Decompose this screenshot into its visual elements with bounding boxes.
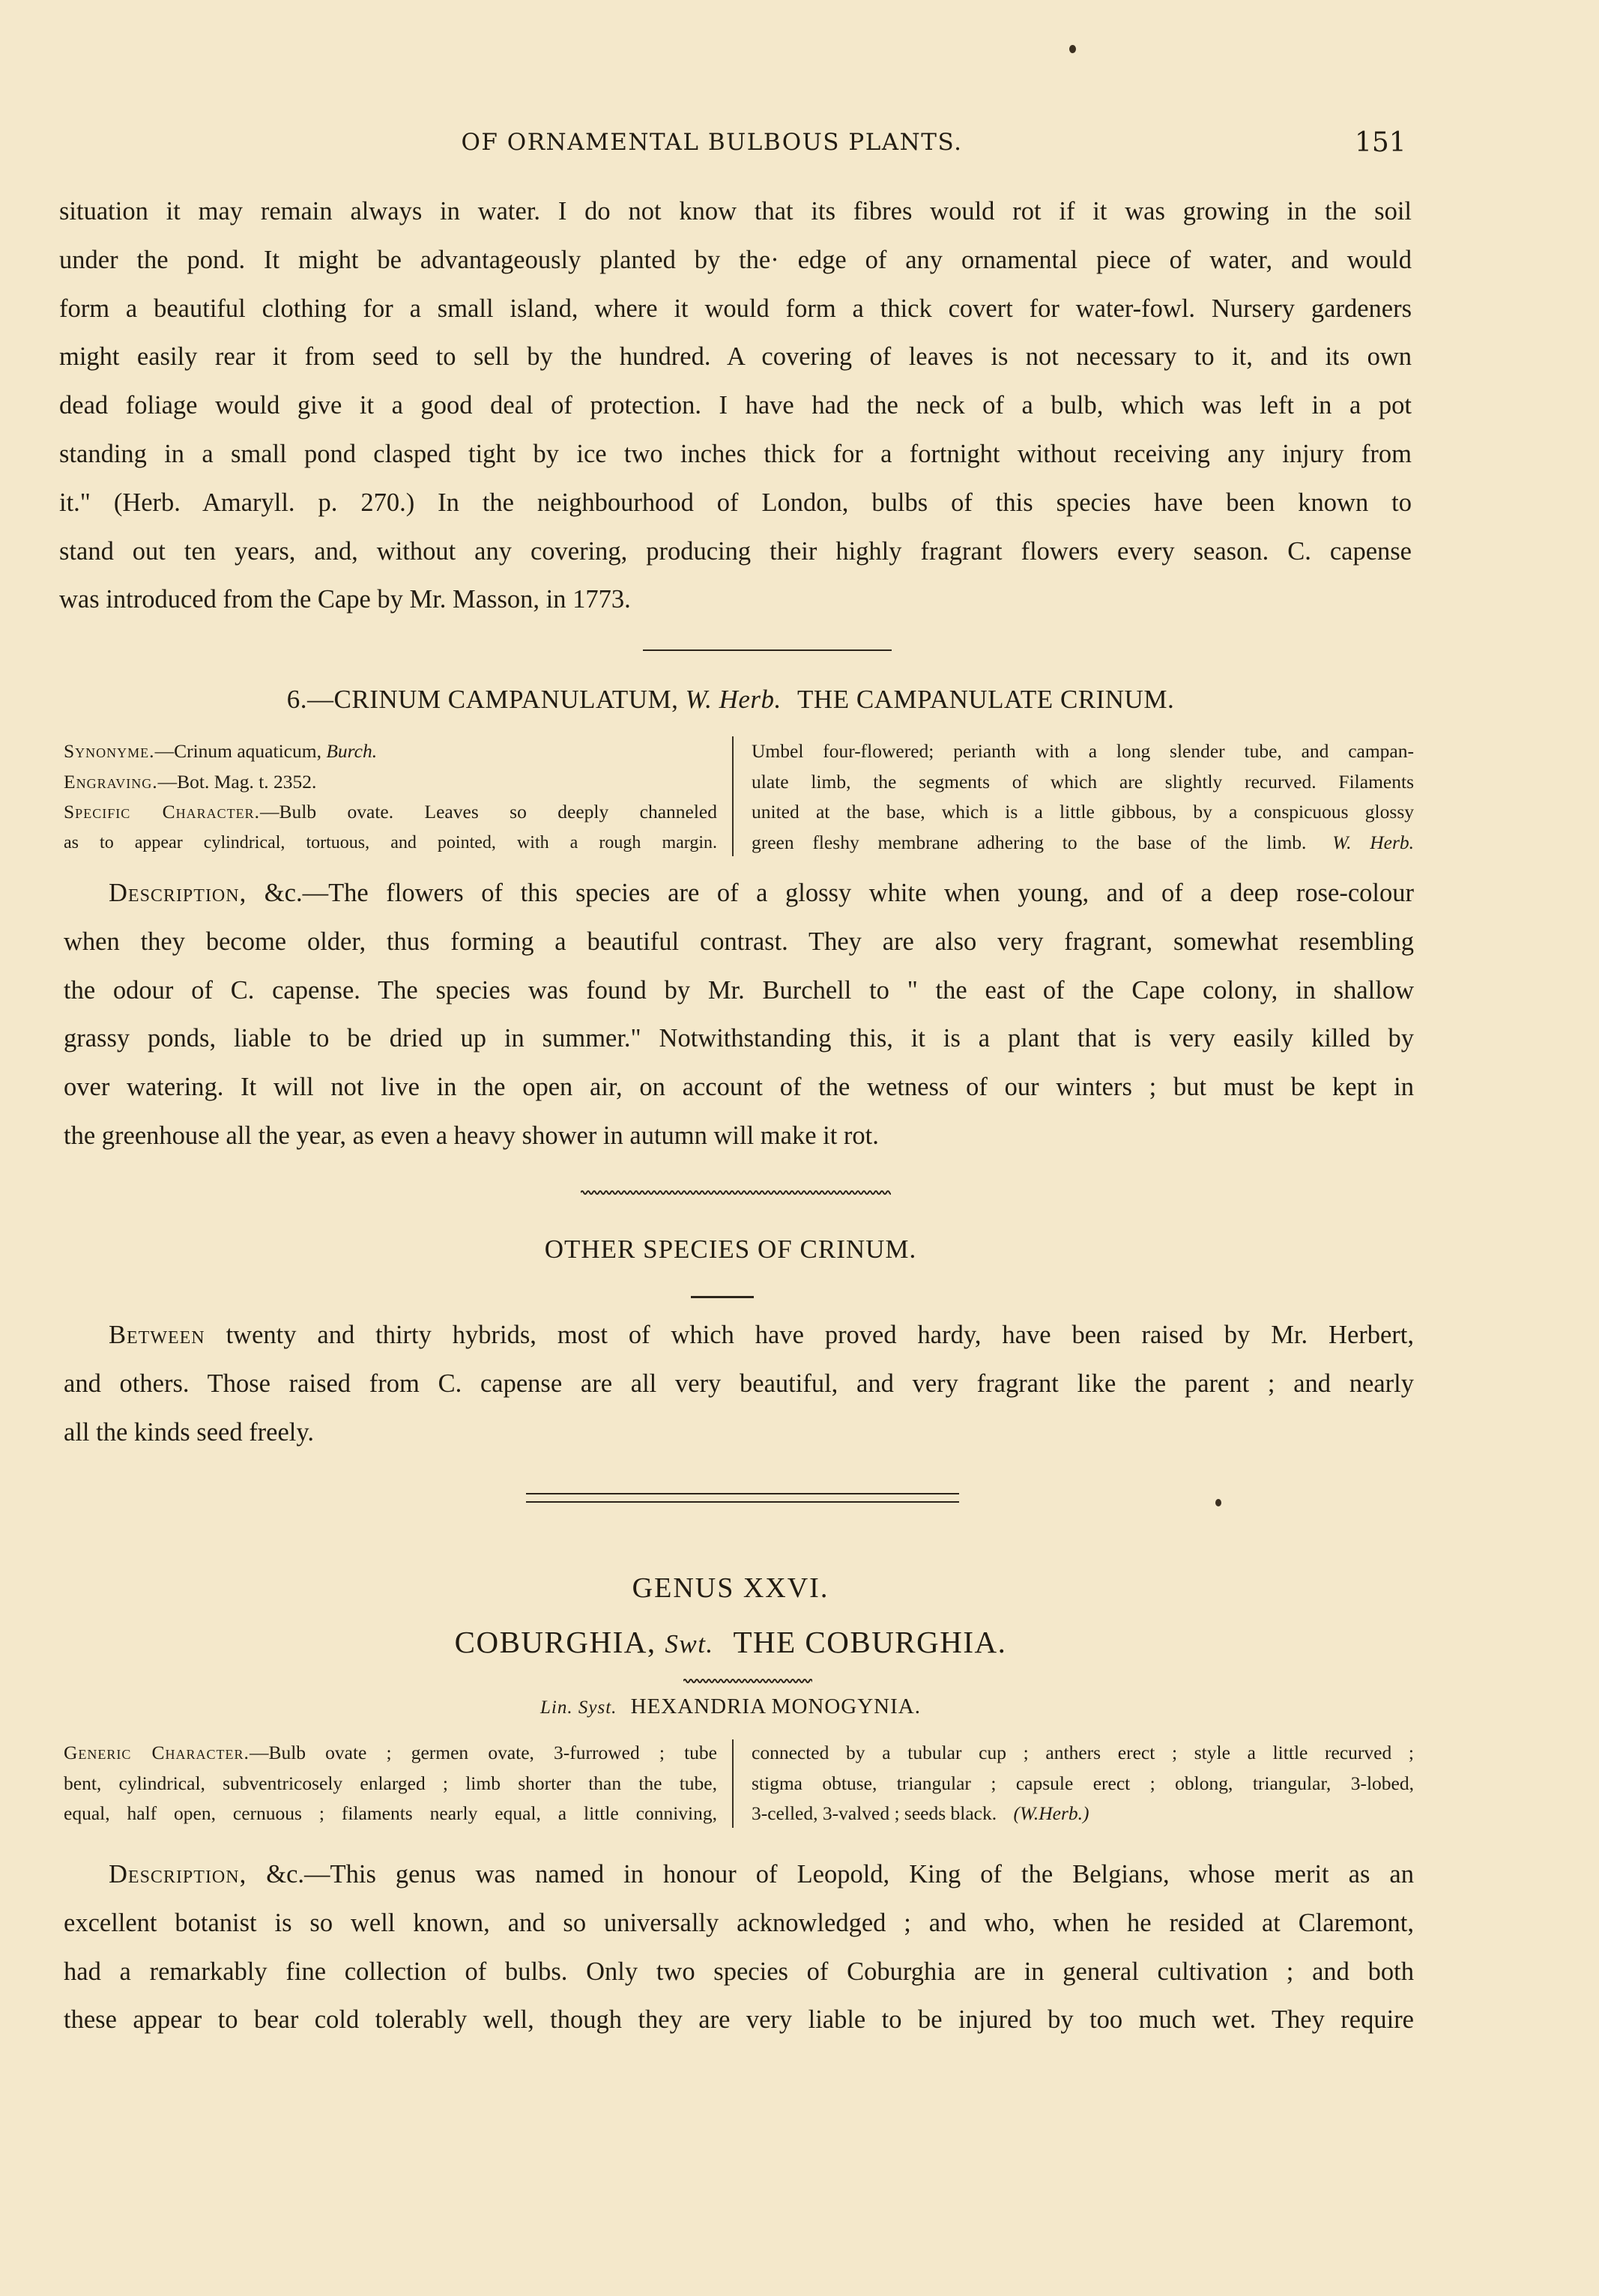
- text-span: twenty and thirty hybrids, most of which have proved hardy, have been raised by Mr. Herbert,: [226, 1321, 1415, 1349]
- text-line: standing in a small pond clasped tight by ice two inches thick for a fortnight without receiving any injury from: [59, 439, 1412, 468]
- wavy-ornament: [683, 1676, 812, 1685]
- other-species-heading: OTHER SPECIES OF CRINUM.: [544, 1235, 917, 1264]
- ink-speck: [1215, 1499, 1221, 1506]
- description-label: Description,: [109, 1860, 247, 1888]
- synonyme-text: —Crinum aquaticum,: [154, 740, 321, 762]
- species-name: 6.—CRINUM CAMPANULATUM,: [286, 685, 679, 714]
- engraving-line: [64, 767, 717, 798]
- description-first-line: [64, 1850, 1414, 1899]
- heading-underline: [691, 1296, 754, 1298]
- text-span: &c.—The flowers of this species are of a glossy white when young, and of a deep rose-colour: [264, 879, 1414, 907]
- linnaean-system: [0, 1694, 1461, 1719]
- running-header: OF ORNAMENTAL BULBOUS PLANTS.: [461, 129, 963, 156]
- characters-right-column: [752, 736, 1414, 858]
- text-line: dead foliage would give it a good deal of protection. I have had the neck of a bulb, which was left in a pot: [59, 391, 1412, 420]
- engraving-text: —Bot. Mag. t. 2352.: [157, 770, 317, 793]
- genus-description: [64, 1850, 1414, 2044]
- text-line: connected by a tubular cup ; anthers erect ; style a little recurved ;: [752, 1742, 1414, 1763]
- text-line: these appear to bear cold tolerably well, though they are very liable to be injured by too much wet. They require: [64, 2005, 1414, 2035]
- genus-right-column: [752, 1738, 1414, 1829]
- lead-word: Between: [109, 1321, 205, 1349]
- author-citation: (W.Herb.): [1013, 1802, 1089, 1824]
- synonyme-line: [64, 736, 717, 767]
- generic-character-label: Generic Character.: [64, 1742, 250, 1763]
- species-description: [64, 869, 1414, 1160]
- double-rule-top: [526, 1493, 959, 1494]
- text-line: was introduced from the Cape by Mr. Masson, in 1773.: [59, 585, 631, 614]
- text-line: might easily rear it from seed to sell by the hundred. A covering of leaves is not necessary to it, and its own: [59, 342, 1412, 372]
- text-line: excellent botanist is so well known, and so universally acknowledged ; and who, when he resided at Claremont,: [64, 1908, 1414, 1937]
- intro-paragraph: [59, 187, 1412, 624]
- linnaean-label: Lin. Syst.: [540, 1697, 617, 1718]
- text-line: united at the base, which is a little gibbous, by a conspicuous glossy: [752, 801, 1414, 823]
- text-line: stand out ten years, and, without any covering, producing their highly fragrant flowers every season. C. capense: [59, 536, 1412, 566]
- species-common-name: THE CAMPANULATE CRINUM.: [797, 685, 1175, 714]
- genus-title: [0, 1624, 1461, 1660]
- text-line: situation it may remain always in water. I do not know that its fibres would rot if it was growing in the soil: [59, 197, 1412, 225]
- text-line: under the pond. It might be advantageously planted by the· edge of any ornamental piece of water, and would: [59, 245, 1412, 274]
- text-line: over watering. It will not live in the open air, on account of the wetness of our winters ; but must be kept in: [64, 1073, 1414, 1102]
- genus-name: COBURGHIA,: [454, 1625, 656, 1659]
- linnaean-class: HEXANDRIA MONOGYNIA.: [630, 1694, 921, 1718]
- text-span: green fleshy membrane adhering to the base of the limb.: [752, 831, 1307, 853]
- genus-author: Swt.: [665, 1629, 714, 1659]
- text-line: stigma obtuse, triangular ; capsule erect ; oblong, triangular, 3-lobed,: [752, 1772, 1414, 1794]
- wavy-ornament: [581, 1188, 891, 1197]
- text-line: equal, half open, cernuous ; filaments nearly equal, a little conniving,: [64, 1802, 717, 1824]
- engraving-label: Engraving.: [64, 770, 158, 793]
- text-line: ulate limb, the segments of which are slightly recurved. Filaments: [752, 770, 1414, 793]
- text-line: grassy ponds, liable to be dried up in summer." Notwithstanding this, it is a plant that is very easily killed by: [64, 1024, 1414, 1053]
- text-line: had a remarkably fine collection of bulbs. Only two species of Coburghia are in general cultivation ; and both: [64, 1957, 1414, 1986]
- synonyme-label: Synonyme.: [64, 740, 155, 762]
- specific-character-line: [64, 797, 717, 828]
- text-span: —Bulb ovate ; germen ovate, 3-furrowed ; tube: [249, 1742, 717, 1763]
- text-line: as to appear cylindrical, tortuous, and pointed, with a rough margin.: [64, 832, 717, 852]
- genus-left-column: [64, 1738, 717, 1829]
- generic-character-line: [64, 1738, 717, 1769]
- text-line: when they become older, thus forming a beautiful contrast. They are also very fragrant, somewhat resembling: [64, 927, 1414, 956]
- specific-character-label: Specific Character.: [64, 801, 261, 823]
- text-line: the greenhouse all the year, as even a heavy shower in autumn will make it rot.: [64, 1121, 879, 1150]
- description-label: Description,: [109, 879, 247, 907]
- specific-character-text: —Bulb ovate. Leaves so deeply channeled: [260, 801, 717, 823]
- text-line: [752, 828, 1414, 858]
- page-number: 151: [1355, 127, 1406, 158]
- genus-common-name: THE COBURGHIA.: [733, 1625, 1007, 1659]
- text-line: all the kinds seed freely.: [64, 1417, 315, 1447]
- text-line: it." (Herb. Amaryll. p. 270.) In the neighbourhood of London, bulbs of this species have been known to: [59, 488, 1412, 517]
- genus-heading: GENUS XXVI.: [632, 1572, 829, 1604]
- characters-left-column: [64, 736, 717, 858]
- text-line: [752, 1799, 1414, 1829]
- paragraph-first-line: [64, 1311, 1414, 1360]
- text-line: the odour of C. capense. The species was found by Mr. Burchell to " the east of the Cape colony, in shallow: [64, 975, 1414, 1005]
- column-divider: [732, 1739, 734, 1828]
- ink-speck: [1069, 45, 1076, 53]
- double-rule-bottom: [526, 1501, 959, 1503]
- other-species-paragraph: [64, 1311, 1414, 1456]
- synonyme-author: Burch.: [326, 740, 378, 762]
- text-line: and others. Those raised from C. capense are all very beautiful, and very fragrant like the parent ; and nearly: [64, 1369, 1414, 1398]
- text-span: &c.—This genus was named in honour of Leopold, King of the Belgians, whose merit as an: [266, 1860, 1414, 1888]
- text-line: form a beautiful clothing for a small island, where it would form a thick covert for water-fowl. Nursery gardeners: [59, 294, 1412, 323]
- author-citation: W. Herb.: [1332, 831, 1415, 853]
- species-heading: [0, 685, 1461, 715]
- section-rule: [643, 649, 892, 651]
- column-divider: [732, 736, 734, 856]
- text-line: Umbel four-flowered; perianth with a long slender tube, and campan-: [752, 740, 1414, 762]
- text-span: 3-celled, 3-valved ; seeds black.: [752, 1802, 997, 1824]
- text-line: bent, cylindrical, subventricosely enlarged ; limb shorter than the tube,: [64, 1772, 717, 1794]
- description-first-line: [64, 869, 1414, 918]
- species-author: W. Herb.: [685, 685, 782, 714]
